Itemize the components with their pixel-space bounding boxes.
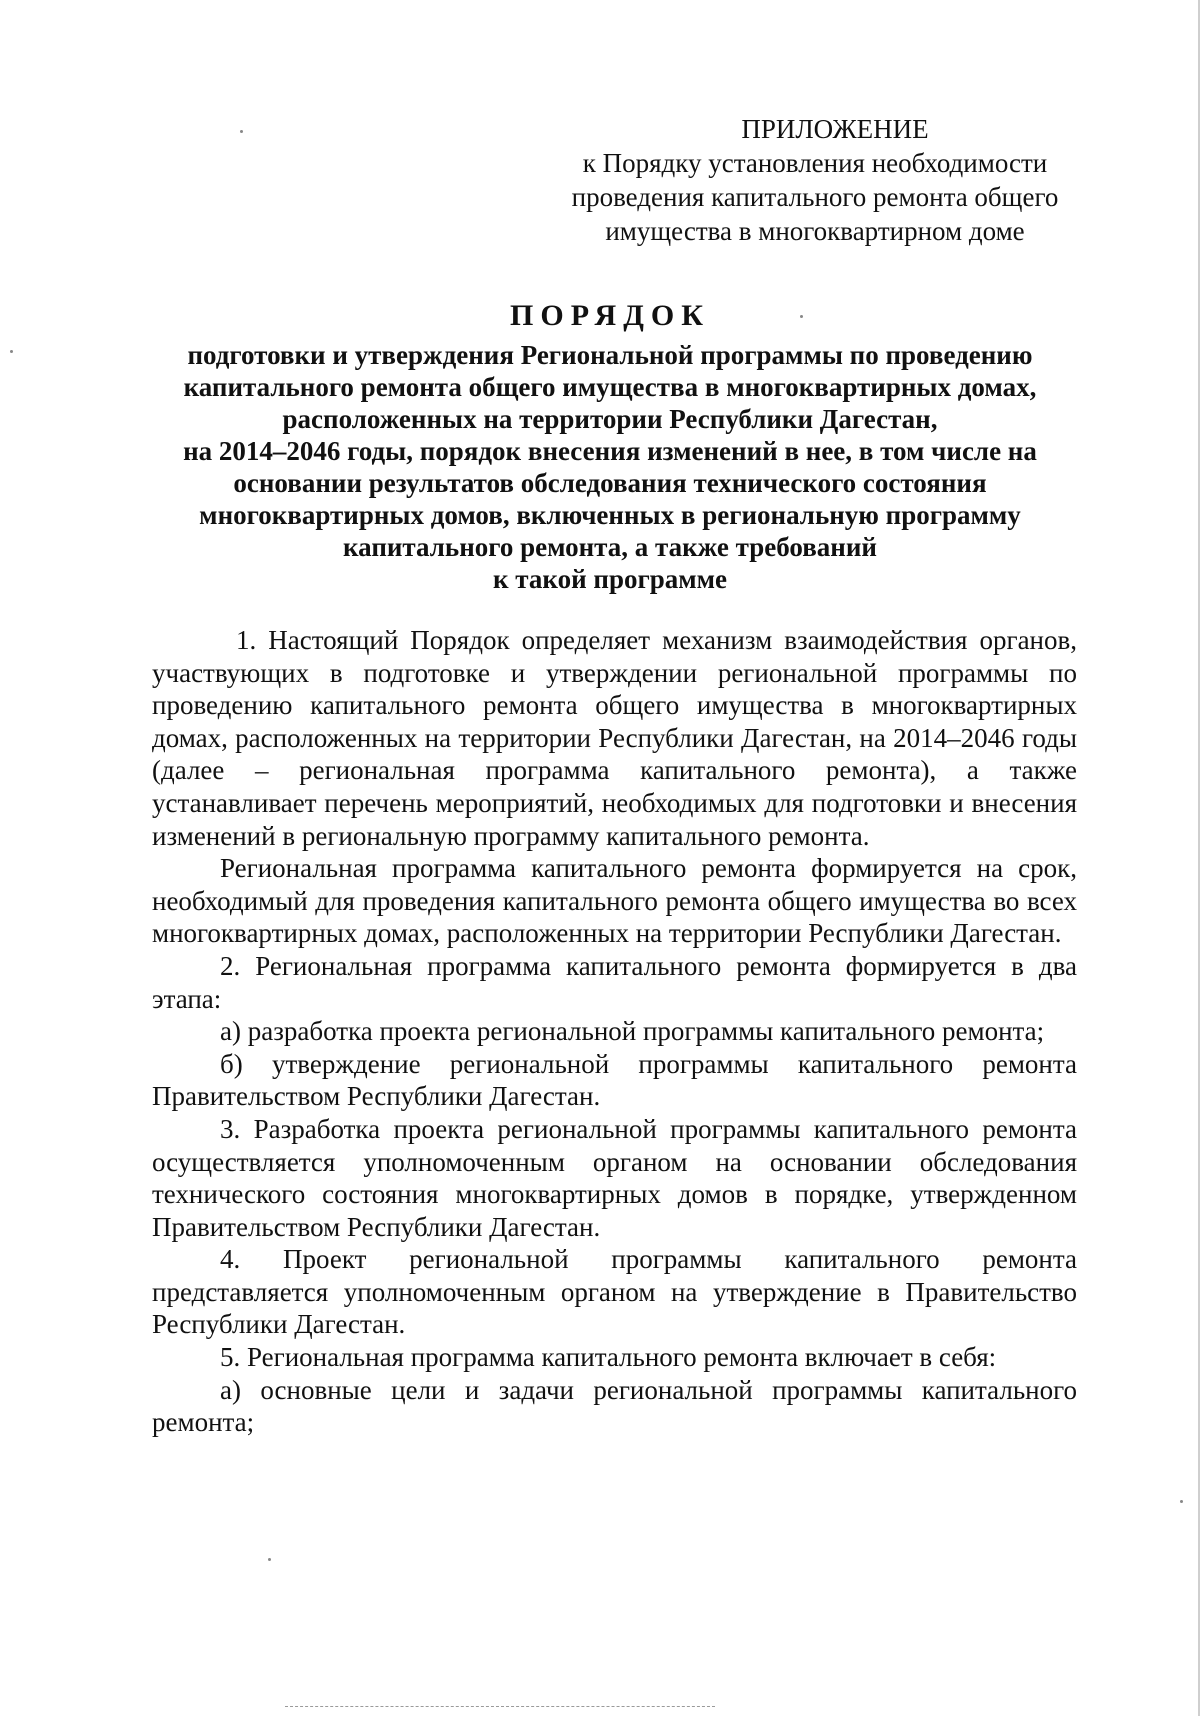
scan-speck — [240, 130, 243, 133]
title-line: к такой программе — [492, 564, 728, 594]
paragraph-4: 4. Проект региональной программы капитального ремонта представляется уполномоченным органом на утверждение в Правительство Республики Дагестан. — [152, 1244, 1077, 1340]
title-line: многоквартирных домов, включенных в региональную программу — [199, 500, 1021, 530]
paragraph-5: 5. Региональная программа капитального ремонта включает в себя: — [220, 1342, 997, 1373]
title-line: подготовки и утверждения Региональной программы по проведению — [187, 340, 1033, 370]
appendix-line: к Порядку установления необходимости — [582, 148, 1048, 178]
appendix-line: имущества в многоквартирном доме — [605, 216, 1025, 246]
scan-speck — [1180, 1500, 1183, 1503]
paragraph-1-continued: Региональная программа капитального ремонта формируется на срок, необходимый для проведения капитального ремонта общего имущества во всех многоквартирных домах, расположенных на территории Республики Дагестан. — [152, 853, 1077, 949]
scan-edge-bottom — [285, 1706, 715, 1708]
title-word: ПОРЯДОК — [510, 299, 710, 332]
appendix-block — [545, 112, 1085, 248]
document-body — [152, 624, 1077, 1439]
paragraph-2: 2. Региональная программа капитального ремонта формируется в два этапа: — [152, 950, 1077, 1014]
title-line: расположенных на территории Республики Дагестан, — [282, 404, 938, 434]
title-line: капитального ремонта, а также требований — [343, 532, 877, 562]
paragraph-3: 3. Разработка проекта региональной программы капитального ремонта осуществляется уполномоченным органом на основании обследования технического состояния многоквартирных домов в порядке, утвержденном Правительством Республики Дагестан. — [152, 1113, 1077, 1242]
scan-speck — [10, 350, 13, 353]
paragraph-2b: б) утверждение региональной программы капитального ремонта Правительством Республики Дагестан. — [152, 1048, 1077, 1112]
appendix-line: проведения капитального ремонта общего — [571, 182, 1059, 212]
appendix-heading: ПРИЛОЖЕНИЕ — [741, 114, 929, 144]
paragraph-2a: а) разработка проекта региональной программы капитального ремонта; — [220, 1016, 1045, 1047]
title-line: основании результатов обследования технического состояния — [233, 468, 987, 498]
document-title — [150, 296, 1070, 595]
paragraph-5a: а) основные цели и задачи региональной программы капитального ремонта; — [152, 1374, 1077, 1438]
title-line: капитального ремонта общего имущества в многоквартирных домах, — [183, 372, 1037, 402]
title-line: на 2014–2046 годы, порядок внесения изменений в нее, в том числе на — [183, 436, 1037, 466]
scan-speck — [268, 1558, 271, 1561]
paragraph-1: 1. Настоящий Порядок определяет механизм взаимодействия органов, участвующих в подготовке и утверждении региональной программы по проведению капитального ремонта общего имущества в многоквартирных домах, расположенных на территории Республики Дагестан, на 2014–2046 годы (далее – региональная программа капитального ремонта), а также устанавливает перечень мероприятий, необходимых для подготовки и внесения изменений в региональную программу капитального ремонта. — [152, 625, 1077, 851]
scan-speck — [800, 315, 803, 318]
